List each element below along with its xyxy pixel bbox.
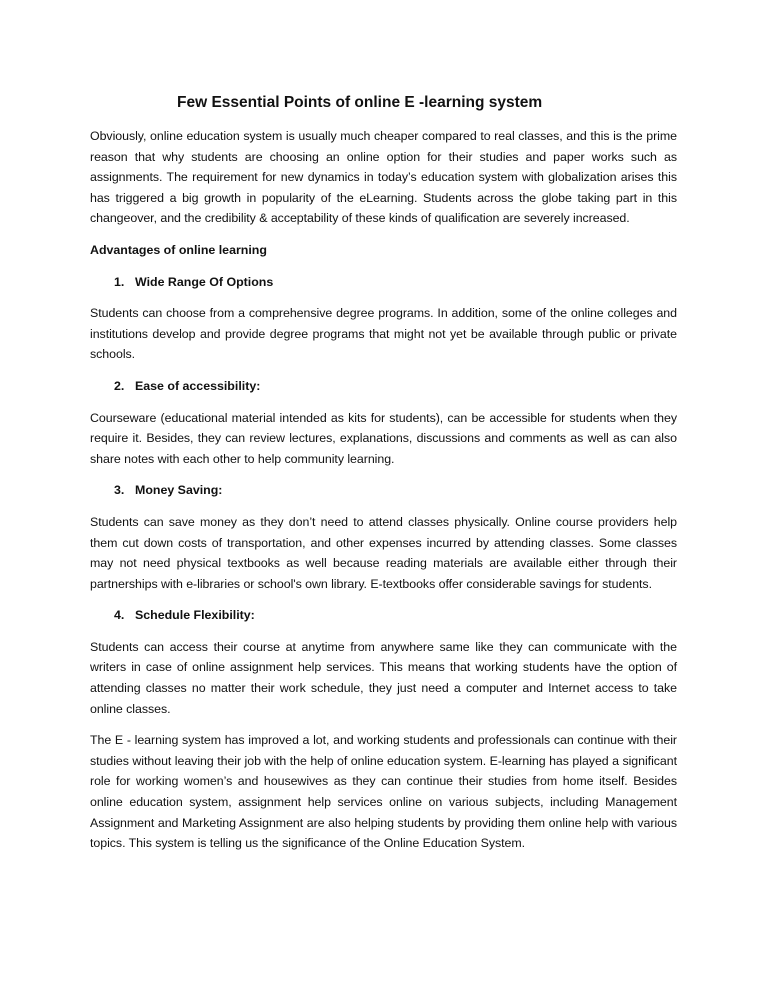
advantage-number: 3. bbox=[114, 483, 125, 498]
advantage-title: Schedule Flexibility: bbox=[135, 608, 255, 623]
document-page bbox=[90, 92, 677, 865]
advantage-heading-2 bbox=[90, 376, 677, 397]
advantage-heading-4 bbox=[90, 605, 677, 626]
document-title: Few Essential Points of online E -learning system bbox=[177, 94, 543, 111]
intro-paragraph: Obviously, online education system is usually much cheaper compared to real classes, and this is the prime reason that why students are choosing an online option for their studies and paper works such as assignments. The requirement for new dynamics in today’s education system with globalization arises this has triggered a big growth in popularity of the eLearning. Students across the globe taking part in this changeover, and the credibility & acceptability of these kinds of qualification are severely increased. bbox=[90, 129, 677, 226]
advantage-number: 4. bbox=[114, 608, 125, 623]
advantage-body-1: Students can choose from a comprehensive degree programs. In addition, some of the online colleges and institutions develop and provide degree programs that might not yet be available through public or private schools. bbox=[90, 306, 677, 362]
advantage-title: Wide Range Of Options bbox=[135, 274, 274, 289]
advantage-heading-1 bbox=[90, 272, 677, 293]
advantage-body-3: Students can save money as they don’t need to attend classes physically. Online course providers help them cut down costs of transportation, and other expenses incurred by attending classes. Some classes may not need physical textbooks as well because reading materials are available either through their partnerships with e-libraries or school's own library. E-textbooks offer considerable savings for students. bbox=[90, 514, 677, 591]
advantage-body-4: Students can access their course at anytime from anywhere same like they can communicate with the writers in case of online assignment help services. This means that working students have the option of attending classes no matter their work schedule, they just need a computer and Internet access to take online classes. bbox=[90, 639, 677, 716]
advantage-title: Ease of accessibility: bbox=[135, 378, 261, 393]
advantage-number: 2. bbox=[114, 378, 125, 393]
advantage-heading-3 bbox=[90, 480, 677, 501]
advantages-heading: Advantages of online learning bbox=[90, 242, 267, 257]
advantage-number: 1. bbox=[114, 274, 125, 289]
advantage-body-2: Courseware (educational material intended as kits for students), can be accessible for students when they require it. Besides, they can review lectures, explanations, discussions and comments as well as can also share notes with each other to help community learning. bbox=[90, 410, 677, 466]
conclusion-paragraph: The E - learning system has improved a lot, and working students and professionals can continue with their studies without leaving their job with the help of online education system. E-learning has played a significant role for working women’s and housewives as they can continue their studies from home itself. Besides online education system, assignment help services online on various subjects, including Management Assignment and Marketing Assignment are also helping students by providing them online help with various topics. This system is telling us the significance of the Online Education System. bbox=[90, 733, 677, 851]
advantage-title: Money Saving: bbox=[135, 483, 223, 498]
